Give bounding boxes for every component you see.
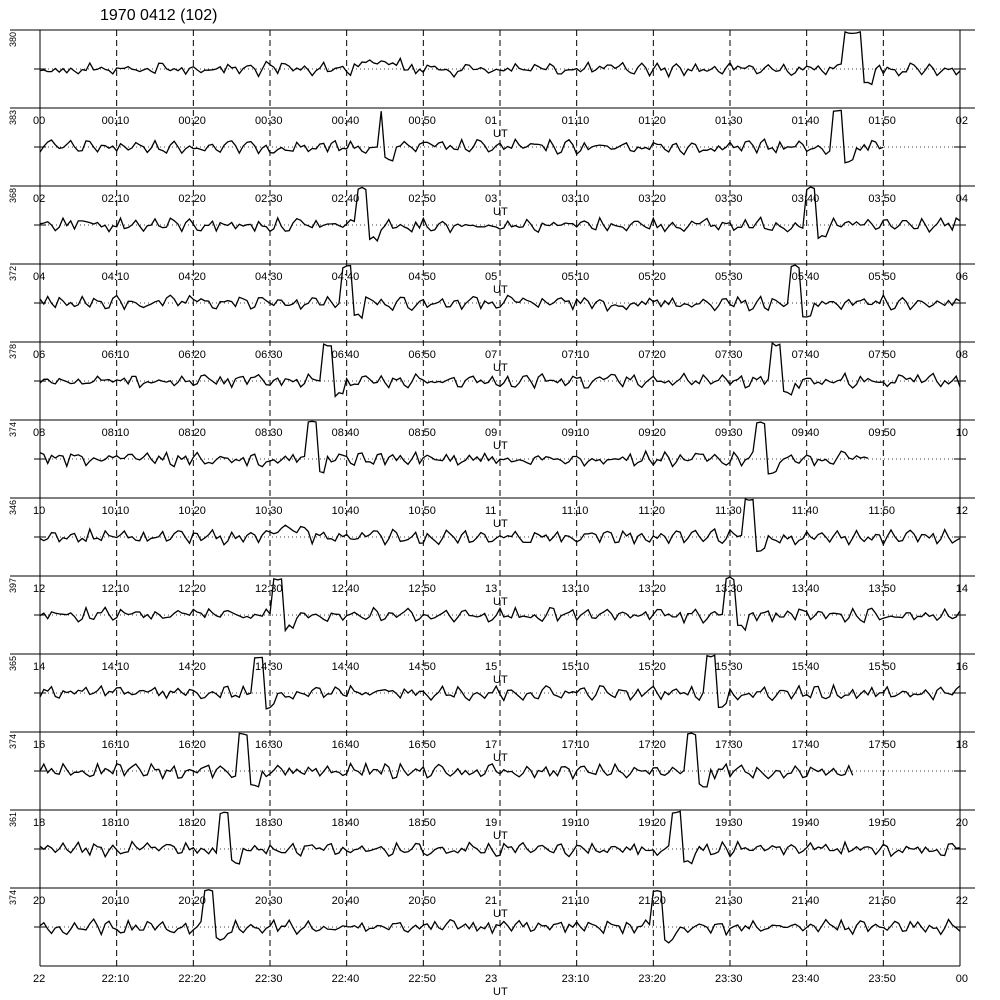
tick-label: 12:50 [408,583,436,595]
tick-label: 06:30 [255,349,283,361]
x-axis-label: UT [493,362,508,374]
tick-label: 05:30 [715,271,743,283]
tick-label: 16:30 [255,739,283,751]
tick-label: 13:40 [791,583,820,595]
row-trace [40,110,883,163]
tick-label: 17:30 [715,739,743,751]
tick-label: 04 [33,271,46,283]
tick-label: 03:10 [561,193,590,205]
tick-label: 01:20 [638,115,666,127]
tick-label: 08:50 [408,427,436,439]
tick-label: 13:10 [561,583,590,595]
row-label: 374 [8,734,18,750]
tick-label: 04:50 [408,271,436,283]
tick-label: 06:40 [331,349,360,361]
tick-label: 06:50 [408,349,436,361]
tick-label: 20:40 [331,895,360,907]
tick-label: 11:20 [638,505,666,517]
tick-label: 00:40 [331,115,360,127]
tick-label: 14:40 [331,661,360,673]
tick-label: 07:10 [561,349,590,361]
tick-label: 23:20 [638,973,666,985]
tick-label: 19:30 [715,817,743,829]
tick-label: 20:20 [178,895,206,907]
tick-label: 23 [485,973,498,985]
tick-label: 16:10 [101,739,130,751]
tick-label: 01:40 [791,115,820,127]
row-label: 374 [8,890,18,906]
row-label: 361 [8,812,18,828]
tick-label: 20 [955,817,968,829]
tick-label: 21:10 [561,895,590,907]
tick-label: 11:30 [715,505,742,517]
tick-label: 15:50 [868,661,896,673]
x-axis-label: UT [493,830,508,842]
tick-label: 15:30 [715,661,743,673]
tick-label: 04:40 [331,271,360,283]
tick-label: 07:30 [715,349,743,361]
x-axis-label: UT [493,986,508,998]
tick-label: 02 [33,193,46,205]
tick-label: 14:10 [101,661,130,673]
x-axis-label: UT [493,908,508,920]
tick-label: 17:20 [638,739,666,751]
tick-label: 08 [33,427,46,439]
tick-label: 19:20 [638,817,666,829]
tick-label: 03 [485,193,498,205]
tick-label: 06 [33,349,46,361]
tick-label: 17 [485,739,498,751]
tick-label: 19 [485,817,498,829]
tick-label: 18:40 [331,817,360,829]
tick-label: 00 [955,973,968,985]
tick-label: 16:40 [331,739,360,751]
tick-label: 08:30 [255,427,283,439]
tick-label: 22 [955,895,968,907]
tick-label: 05 [485,271,498,283]
tick-label: 21:20 [638,895,666,907]
tick-label: 06:10 [101,349,130,361]
tick-label: 17:50 [868,739,896,751]
tick-label: 12:40 [331,583,360,595]
row-label: 383 [8,110,18,126]
tick-label: 18:50 [408,817,436,829]
tick-label: 14 [33,661,46,673]
tick-label: 14:30 [255,661,283,673]
tick-label: 17:10 [561,739,590,751]
tick-label: 08:20 [178,427,206,439]
tick-label: 05:50 [868,271,896,283]
tick-label: 02:30 [255,193,283,205]
x-axis-label: UT [493,752,508,764]
tick-label: 02:10 [101,193,130,205]
row-label: 374 [8,422,18,438]
tick-label: 14:20 [178,661,206,673]
row-trace [40,32,960,85]
tick-label: 02:40 [331,193,360,205]
tick-label: 13:30 [715,583,743,595]
row-label: 397 [8,578,18,594]
tick-label: 00:50 [408,115,436,127]
chart-title: 1970 0412 (102) [100,7,218,24]
tick-label: 14 [955,583,968,595]
tick-label: 03:20 [638,193,666,205]
tick-label: 14:50 [408,661,436,673]
tick-label: 08:40 [331,427,360,439]
x-axis-label: UT [493,206,508,218]
tick-label: 22:20 [178,973,206,985]
tick-label: 15 [485,661,498,673]
tick-label: 07:50 [868,349,896,361]
tick-label: 02 [955,115,968,127]
tick-label: 16 [33,739,46,751]
x-axis-label: UT [493,674,508,686]
tick-label: 16:20 [178,739,206,751]
tick-label: 11:50 [868,505,896,517]
tick-label: 05:20 [638,271,666,283]
row-label: 346 [8,500,18,516]
tick-label: 09:30 [715,427,743,439]
tick-label: 15:40 [791,661,820,673]
tick-label: 23:30 [715,973,743,985]
tick-label: 18:10 [101,817,130,829]
tick-label: 09:20 [638,427,666,439]
tick-label: 08 [955,349,968,361]
tick-label: 02:20 [178,193,206,205]
tick-label: 10:40 [331,505,360,517]
tick-label: 20:30 [255,895,283,907]
row-trace [40,421,868,474]
tick-label: 11 [485,505,497,517]
tick-label: 04:30 [255,271,283,283]
tick-label: 22:10 [101,973,130,985]
tick-label: 18 [33,817,46,829]
tick-label: 16:50 [408,739,436,751]
tick-label: 20 [33,895,46,907]
row-label: 365 [8,656,18,672]
tick-label: 09:40 [791,427,820,439]
tick-label: 07:40 [791,349,820,361]
tick-label: 12 [33,583,46,595]
tick-label: 23:10 [561,973,590,985]
tick-label: 13 [485,583,498,595]
tick-label: 23:50 [868,973,896,985]
row-label: 380 [8,32,18,48]
tick-label: 19:10 [561,817,590,829]
tick-label: 13:20 [638,583,666,595]
tick-label: 02:50 [408,193,436,205]
row-label: 378 [8,344,18,360]
tick-label: 13:50 [868,583,896,595]
tick-label: 04:20 [178,271,206,283]
tick-label: 19:40 [791,817,820,829]
tick-label: 10:30 [255,505,283,517]
row-label: 368 [8,188,18,204]
tick-label: 07:20 [638,349,666,361]
tick-label: 00:30 [255,115,283,127]
tick-label: 09:50 [868,427,896,439]
tick-label: 21:40 [791,895,820,907]
rows-layer [8,30,975,998]
tick-label: 03:30 [715,193,743,205]
tick-label: 09 [485,427,498,439]
tick-label: 10:50 [408,505,436,517]
tick-label: 04 [955,193,968,205]
tick-label: 12:10 [101,583,130,595]
tick-label: 03:50 [868,193,896,205]
tick-label: 08:10 [101,427,130,439]
tick-label: 00:10 [101,115,130,127]
tick-label: 16 [955,661,968,673]
x-axis-label: UT [493,128,508,140]
tick-label: 18:20 [178,817,206,829]
tick-label: 05:10 [561,271,590,283]
tick-label: 19:50 [868,817,896,829]
tick-label: 20:10 [101,895,130,907]
tick-label: 23:40 [791,973,820,985]
tick-label: 10:20 [178,505,206,517]
tick-label: 11:40 [791,505,819,517]
tick-label: 22:50 [408,973,436,985]
tick-label: 01:50 [868,115,896,127]
x-axis-label: UT [493,596,508,608]
tick-label: 01:30 [715,115,743,127]
tick-label: 11:10 [561,505,589,517]
tick-label: 10 [33,505,46,517]
tick-label: 01 [485,115,498,127]
x-axis-label: UT [493,518,508,530]
tick-label: 20:50 [408,895,436,907]
tick-label: 18:30 [255,817,283,829]
tick-label: 10:10 [101,505,130,517]
tick-label: 01:10 [561,115,590,127]
tick-label: 22 [33,973,46,985]
tick-label: 05:40 [791,271,820,283]
tick-label: 15:20 [638,661,666,673]
tick-label: 00:20 [178,115,206,127]
tick-label: 22:30 [255,973,283,985]
tick-label: 12:30 [255,583,283,595]
tick-label: 06 [955,271,968,283]
tick-label: 12 [955,505,968,517]
tick-label: 04:10 [101,271,130,283]
tick-label: 09:10 [561,427,590,439]
tick-label: 00 [33,115,46,127]
tick-label: 18 [955,739,968,751]
x-axis-label: UT [493,440,508,452]
row-label: 372 [8,266,18,282]
tick-label: 10 [955,427,968,439]
tick-label: 03:40 [791,193,820,205]
tick-label: 12:20 [178,583,206,595]
tick-label: 06:20 [178,349,206,361]
tick-label: 21:50 [868,895,896,907]
x-axis-label: UT [493,284,508,296]
tick-label: 21 [485,895,498,907]
tick-label: 15:10 [561,661,590,673]
tick-label: 07 [485,349,498,361]
tick-label: 21:30 [715,895,743,907]
tick-label: 22:40 [331,973,360,985]
tick-label: 17:40 [791,739,820,751]
